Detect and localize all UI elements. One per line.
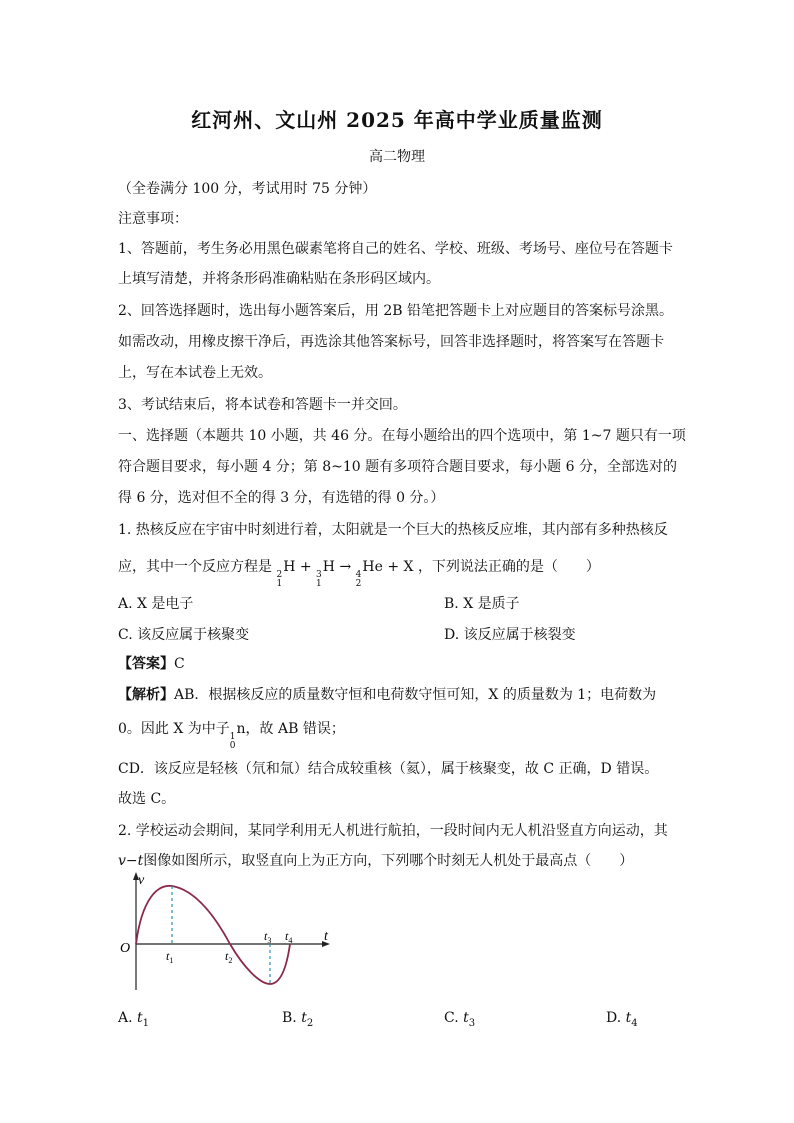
score-info: （全卷满分 100 分，考试用时 75 分钟） — [118, 181, 377, 197]
note2-line1: 2、回答选择题时，选出每小题答案后，用 2B 铅笔把答题卡上对应题目的答案标号涂黑。 — [118, 303, 674, 319]
q1-conclusion: 故选 C。 — [118, 791, 176, 807]
t2-label: $t_2$ — [225, 949, 233, 965]
t-axis-label: t — [324, 929, 328, 944]
q1-option-a: A. X 是电子 — [118, 596, 194, 612]
q1-analysis-line1: 【解析】AB．根据核反应的质量数守恒和电荷数守恒可知，X 的质量数为 1；电荷数为 — [118, 687, 657, 703]
vt-graph — [116, 868, 336, 998]
arrow-icon: → — [339, 559, 352, 575]
q2-line2: v−t图像如图所示，取竖直向上为正方向，下列哪个时刻无人机处于最高点（ ） — [118, 853, 634, 869]
h2-prescript: 2 1 — [276, 570, 283, 589]
analysis-label: 【解析】 — [118, 687, 174, 703]
q2-option-b: B. $t_2$ — [282, 1010, 314, 1029]
q1-line2-post: ，下列说法正确的是（ ） — [417, 559, 600, 575]
t3-label: $t_3$ — [264, 929, 272, 945]
subject-title: 高二物理 — [369, 149, 425, 165]
note2-line3: 上，写在本试卷上无效。 — [118, 365, 272, 381]
notes-heading: 注意事项： — [118, 211, 188, 227]
note1-line1: 1、答题前，考生务必用黑色碳素笔将自己的姓名、学校、班级、考场号、座位号在答题卡 — [118, 241, 673, 257]
q1-option-b: B. X 是质子 — [444, 596, 520, 612]
origin-label: O — [120, 941, 131, 956]
q1-option-d: D. 该反应属于核裂变 — [444, 627, 576, 643]
section1-line3: 得 6 分，选对但不全的得 3 分，有选错的得 0 分。） — [118, 490, 445, 506]
v-axis-label: v — [138, 873, 145, 888]
q2-option-d: D. $t_4$ — [606, 1010, 638, 1029]
q2-option-c: C. $t_3$ — [444, 1010, 476, 1029]
q1-option-c: C. 该反应属于核聚变 — [118, 627, 250, 643]
h3-prescript: 3 1 — [316, 570, 322, 589]
answer-value: C — [174, 656, 185, 672]
answer-label: 【答案】 — [118, 656, 174, 672]
note3: 3、考试结束后，将本试卷和答题卡一并交回。 — [118, 397, 407, 413]
note2-line2: 如需改动，用橡皮擦干净后，再选涂其他答案标号，回答非选择题时，将答案写在答题卡 — [118, 334, 664, 350]
section1-line2: 符合题目要求，每小题 4 分；第 8~10 题有多项符合题目要求，每小题 6 分，全部选对的 — [118, 459, 677, 475]
q2-option-a: A. $t_1$ — [118, 1010, 150, 1029]
q1-answer — [118, 655, 185, 673]
q1-analysis-line2: 0。因此 X 为中子 1 0 n，故 AB 错误； — [118, 721, 345, 751]
note1-line2: 上填写清楚，并将条形码准确粘贴在条形码区域内。 — [118, 271, 440, 287]
section1-line1: 一、选择题（本题共 10 小题，共 46 分。在每小题给出的四个选项中，第 1~7 题只有一项 — [118, 428, 686, 444]
page-title: 红河州、文山州 2025 年高中学业质量监测 — [191, 108, 603, 132]
reaction-equation: 2 1 H + 3 1 H → 4 2 He + X — [276, 559, 414, 589]
q1-analysis-line3: CD．该反应是轻核（氘和氚）结合成较重核（氦），属于核聚变，故 C 正确，D 错误。 — [118, 761, 659, 777]
q2-line1: 2. 学校运动会期间，某同学利用无人机进行航拍，一段时间内无人机沿竖直方向运动，其 — [118, 823, 668, 839]
neutron-prescript: 1 0 — [229, 732, 236, 751]
q1-line2-pre: 应，其中一个反应方程是 — [118, 559, 272, 575]
t1-label: $t_1$ — [166, 949, 174, 965]
t4-label: $t_4$ — [285, 929, 293, 945]
he-prescript: 4 2 — [355, 570, 362, 589]
q1-line1: 1. 热核反应在宇宙中时刻进行着，太阳就是一个巨大的热核反应堆，其内部有多种热核反 — [118, 522, 668, 538]
q1-line2 — [118, 558, 600, 589]
